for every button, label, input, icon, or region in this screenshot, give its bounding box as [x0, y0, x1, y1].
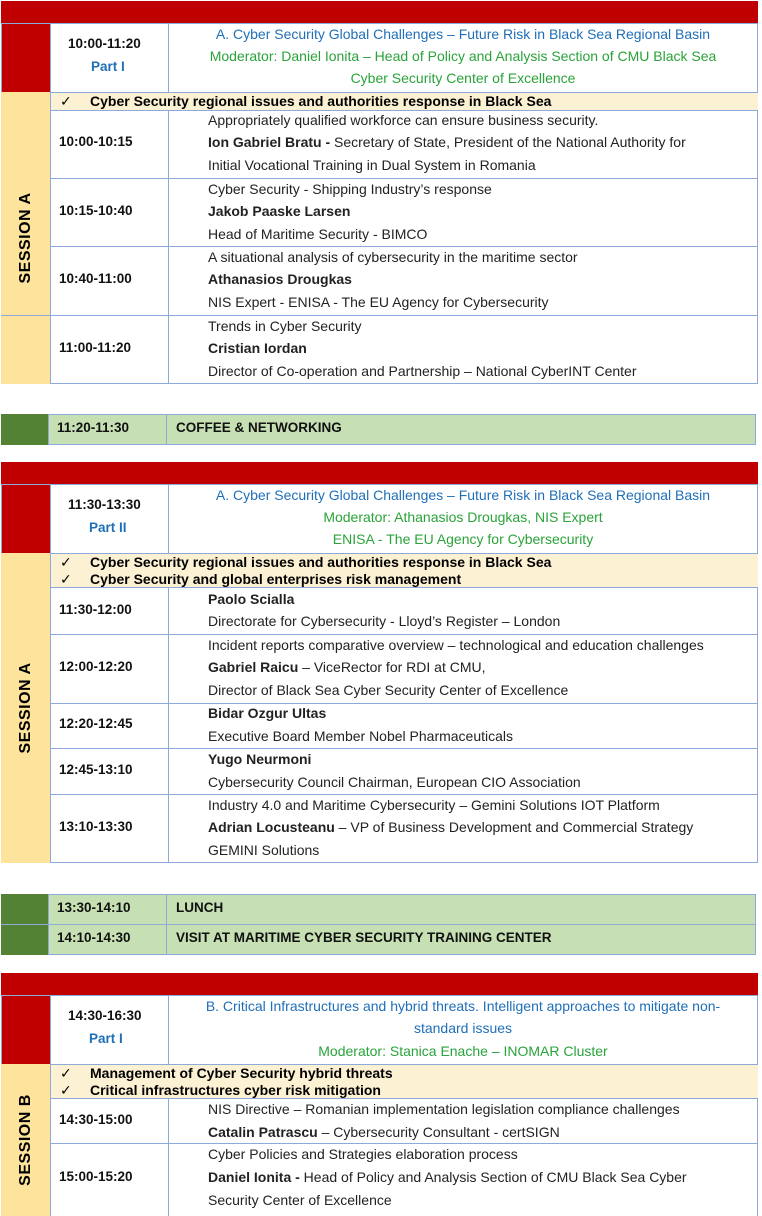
- topic-label: Cyber Security and global enterprises risk management: [90, 571, 462, 587]
- checkmark-icon: ✓: [60, 554, 72, 570]
- talk-topic: A situational analysis of cybersecurity in the maritime sector: [208, 249, 578, 265]
- break-label: LUNCH: [176, 900, 224, 915]
- talk-time: 11:00-11:20: [59, 340, 132, 355]
- break-coffee: [48, 414, 756, 445]
- speaker-name: Daniel Ionita -: [208, 1169, 300, 1185]
- talk-speaker: [208, 1166, 687, 1188]
- topic-label: Management of Cyber Security hybrid threats: [90, 1065, 393, 1081]
- break-lunch: [48, 894, 756, 925]
- break-label: VISIT AT MARITIME CYBER SECURITY TRAINING CENTER: [176, 930, 552, 945]
- topic-label: Cyber Security regional issues and authorities response in Black Sea: [90, 554, 552, 570]
- speaker-role: Director of Co-operation and Partnership – National CyberINT Center: [208, 363, 637, 379]
- speaker-role: Cybersecurity Council Chairman, European CIO Association: [208, 774, 581, 790]
- speaker-name: Adrian Locusteanu: [208, 819, 335, 835]
- talk-time: 15:00-15:20: [59, 1169, 133, 1184]
- checkmark-icon: ✓: [60, 1082, 72, 1098]
- topic-item: [60, 571, 461, 588]
- speaker-role: Directorate for Cybersecurity - Lloyd’s Register – London: [208, 613, 561, 629]
- talk-speaker: [208, 656, 486, 678]
- talk-time: 13:10-13:30: [59, 819, 133, 834]
- speaker-role-cont: Director of Black Sea Cyber Security Center of Excellence: [208, 682, 569, 698]
- block-a1-part: Part I: [91, 59, 125, 74]
- checkmark-icon: ✓: [60, 571, 72, 587]
- block-b-time: 14:30-16:30: [68, 1008, 142, 1023]
- session-a2-label: SESSION A: [16, 662, 34, 754]
- checkmark-icon: ✓: [60, 1065, 72, 1081]
- speaker-role-cont: Initial Vocational Training in Dual System in Romania: [208, 157, 536, 173]
- speaker-name: Catalin Patrascu: [208, 1124, 318, 1140]
- speaker-name: Athanasios Drougkas: [208, 271, 352, 287]
- topic-item: [60, 1065, 393, 1082]
- topic-item: [60, 93, 551, 110]
- speaker-role-cont: GEMINI Solutions: [208, 842, 320, 858]
- topic-label: Cyber Security regional issues and authorities response in Black Sea: [90, 93, 552, 109]
- break-label: COFFEE & NETWORKING: [176, 420, 342, 435]
- talk-topic: Cyber Security - Shipping Industry’s response: [208, 181, 492, 197]
- session-a1-column: [1, 92, 51, 384]
- block-a2-header-bar: [1, 462, 758, 484]
- talk-topic: Appropriately qualified workforce can ensure business security.: [208, 112, 599, 128]
- speaker-role: NIS Expert - ENISA - The EU Agency for Cybersecurity: [208, 294, 549, 310]
- block-b-part: Part I: [89, 1031, 123, 1046]
- talk-speaker: [208, 1121, 560, 1143]
- speaker-role: Secretary of State, President of the National Authority for: [330, 134, 686, 150]
- break-time: 14:10-14:30: [57, 930, 131, 945]
- block-a1-moderator-org: Cyber Security Center of Excellence: [350, 70, 576, 86]
- talk-time: 12:20-12:45: [59, 716, 133, 731]
- block-a1-moderator: Moderator: Daniel Ionita – Head of Policy and Analysis Section of CMU Black Sea: [209, 48, 717, 64]
- block-a1-time: 10:00-11:20: [68, 36, 141, 51]
- speaker-name: Bidar Ozgur Ultas: [208, 705, 327, 721]
- session-a2-column: [1, 553, 51, 863]
- speaker-name: Jakob Paaske Larsen: [208, 203, 351, 219]
- block-a1-header-bar: [1, 1, 758, 23]
- break-time: 13:30-14:10: [57, 900, 131, 915]
- session-b-column: [1, 1064, 51, 1216]
- speaker-role: – ViceRector for RDI at CMU,: [298, 659, 486, 675]
- speaker-role: Head of Maritime Security - BIMCO: [208, 226, 428, 242]
- talk-time: 12:00-12:20: [59, 659, 133, 674]
- talk-topic: Incident reports comparative overview – technological and education challenges: [208, 637, 704, 653]
- block-b-title: B. Critical Infrastructures and hybrid threats. Intelligent approaches to mitigate non-: [205, 998, 721, 1014]
- speaker-name: Gabriel Raicu: [208, 659, 299, 675]
- talk-time: 10:15-10:40: [59, 203, 133, 218]
- speaker-name: Yugo Neurmoni: [208, 751, 312, 767]
- block-a2-moderator: Moderator: Athanasios Drougkas, NIS Expert: [323, 509, 603, 525]
- block-b-title-cont: standard issues: [413, 1020, 513, 1036]
- talk-topic: Trends in Cyber Security: [208, 318, 362, 334]
- talk-time: 10:40-11:00: [59, 271, 132, 286]
- topic-item: [60, 554, 551, 571]
- speaker-role: Executive Board Member Nobel Pharmaceuticals: [208, 728, 514, 744]
- speaker-name: Cristian Iordan: [208, 340, 307, 356]
- talk-topic: Industry 4.0 and Maritime Cybersecurity – Gemini Solutions IOT Platform: [208, 797, 660, 813]
- talk-speaker: [208, 131, 686, 153]
- talk-time: 11:30-12:00: [59, 602, 132, 617]
- block-a2-time: 11:30-13:30: [68, 497, 141, 512]
- break-time: 11:20-11:30: [57, 420, 130, 435]
- topic-item: [60, 1082, 381, 1099]
- block-b-header-bar: [1, 973, 758, 995]
- block-b-moderator: Moderator: Stanica Enache – INOMAR Cluster: [318, 1043, 608, 1059]
- block-a2-moderator-org: ENISA - The EU Agency for Cybersecurity: [332, 531, 594, 547]
- session-a1-label: SESSION A: [16, 192, 34, 284]
- talk-speaker: [208, 816, 693, 838]
- session-b-label: SESSION B: [16, 1094, 34, 1186]
- speaker-role: – Cybersecurity Consultant - certSIGN: [317, 1124, 560, 1140]
- speaker-role: Head of Policy and Analysis Section of CMU Black Sea Cyber: [299, 1169, 687, 1185]
- block-a1-title: A. Cyber Security Global Challenges – Future Risk in Black Sea Regional Basin: [215, 26, 711, 42]
- speaker-role-cont: Security Center of Excellence: [208, 1192, 392, 1208]
- block-a2-title: A. Cyber Security Global Challenges – Future Risk in Black Sea Regional Basin: [215, 487, 711, 503]
- talk-time: 14:30-15:00: [59, 1112, 133, 1127]
- talk-topic: Cyber Policies and Strategies elaboration process: [208, 1146, 518, 1162]
- break-marker: [1, 414, 48, 445]
- speaker-name: Ion Gabriel Bratu -: [208, 134, 331, 150]
- talk-time: 12:45-13:10: [59, 762, 133, 777]
- speaker-role: – VP of Business Development and Commercial Strategy: [334, 819, 694, 835]
- block-a2-part: Part II: [89, 520, 127, 535]
- talk-time: 10:00-10:15: [59, 134, 133, 149]
- topic-label: Critical infrastructures cyber risk mitigation: [90, 1082, 381, 1098]
- talk-topic: NIS Directive – Romanian implementation legislation compliance challenges: [208, 1101, 680, 1117]
- speaker-name: Paolo Scialla: [208, 591, 295, 607]
- checkmark-icon: ✓: [60, 93, 72, 109]
